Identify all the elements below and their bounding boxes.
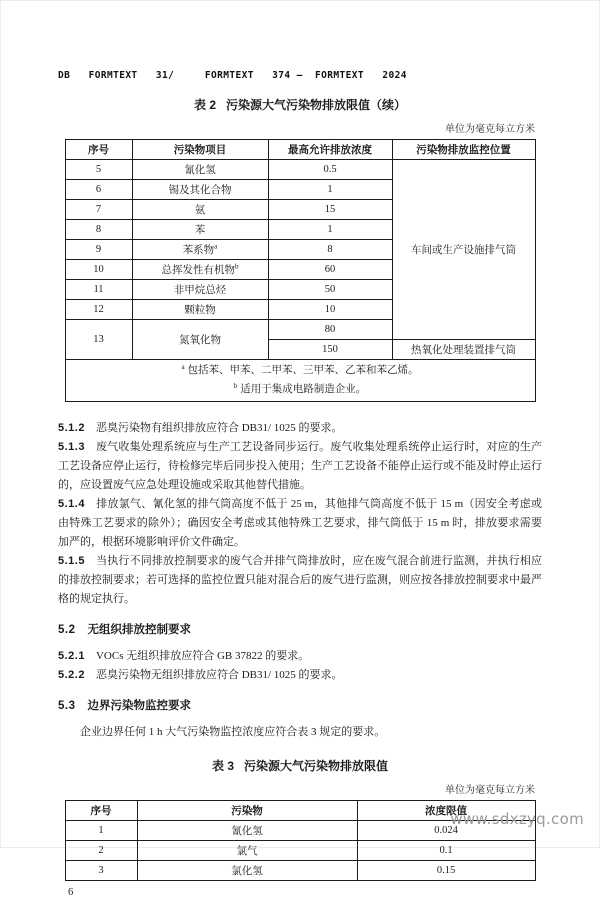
table3-caption <box>58 757 542 774</box>
table2-emission-limits <box>65 139 536 402</box>
cell-monitor-position-thermal: 热氧化处理装置排气筒 <box>392 340 535 360</box>
cell-limit: 8 <box>268 240 392 260</box>
cell-limit: 80 <box>268 320 392 340</box>
cell-pollutant: 氯化氢 <box>137 860 357 880</box>
cell-limit: 60 <box>268 260 392 280</box>
clause-number: 5.1.5 <box>58 554 85 567</box>
cell-no: 8 <box>65 220 132 240</box>
cell-limit: 50 <box>268 280 392 300</box>
header-cell-no: 序号 <box>65 800 137 820</box>
heading-number: 5.3 <box>58 699 76 712</box>
cell-limit: 0.15 <box>357 860 535 880</box>
table3-unit-note: 单位为毫克每立方米 <box>445 784 535 796</box>
cell-limit: 150 <box>268 340 392 360</box>
table2-unit-note: 单位为毫克每立方米 <box>445 124 535 135</box>
clause-number: 5.2.2 <box>58 668 85 681</box>
cell-pollutant: 氰化氢 <box>132 160 268 180</box>
cell-no: 1 <box>65 820 137 840</box>
heading-title: 边界污染物监控要求 <box>87 699 191 712</box>
cell-pollutant: 氯气 <box>137 840 357 860</box>
standard-number-header: DB FORMTEXT 31/ FORMTEXT 374 — FORMTEXT 2024 <box>58 70 407 81</box>
header-cell-limit: 浓度限值 <box>357 800 535 820</box>
page-number: 6 <box>68 886 74 898</box>
paragraph-5-3: 企业边界任何 1 h 大气污染物监控浓度应符合表 3 规定的要求。 <box>80 725 386 738</box>
footnote-ref: a <box>214 242 218 251</box>
cell-pollutant: 苯系物$^a$ <box>132 240 268 260</box>
clause-number: 5.1.3 <box>58 440 85 453</box>
cell-no: 7 <box>65 200 132 220</box>
header-cell-monitor-position: 污染物排放监控位置 <box>392 140 535 160</box>
clause-text: VOCs 无组织排放应符合 GB 37822 的要求。 <box>95 649 310 662</box>
clause-text: 排放氯气、氰化氢的排气筒高度不低于 25 m，其他排气筒高度不低于 15 m（因安全考虑或由特殊工艺要求的除外）；确因安全考虑或其他特殊工艺要求，排气筒低于 15 m 时，排放要求需要加严的，根据环境影响评价文件确定。 <box>58 497 542 548</box>
cell-limit: 0.024 <box>357 820 535 840</box>
table2-caption-title: 污染源大气污染物排放限值（续） <box>226 98 407 112</box>
clause-5-1-2 <box>58 419 542 438</box>
heading-title: 无组织排放控制要求 <box>87 623 191 636</box>
cell-pollutant: 氨 <box>132 200 268 220</box>
table3-caption-title: 污染源大气污染物排放限值 <box>244 758 389 773</box>
clause-text: 废气收集处理系统应与生产工艺设备同步运行。废气收集处理系统停止运行时，对应的生产工艺设备应停止运行，待检修完毕后同步投入使用；生产工艺设备不能停止运行或不能及时停止运行的，应设置废气应急处理设施或采取其他替代措施。 <box>58 440 542 491</box>
clause-number: 5.2.1 <box>58 649 85 662</box>
table2-caption <box>58 96 542 113</box>
table2-header-row <box>65 140 535 160</box>
header-cell-pollutant: 污染物项目 <box>132 140 268 160</box>
cell-pollutant: 总挥发性有机物$^b$ <box>132 260 268 280</box>
heading-5-2 <box>58 621 542 637</box>
cell-no: 9 <box>65 240 132 260</box>
footnote-marker: a <box>181 362 185 371</box>
table-row <box>65 840 535 860</box>
table2-footnote-row <box>65 360 535 402</box>
cell-no: 13 <box>65 320 132 360</box>
table2-footnotes <box>65 360 535 402</box>
table3-caption-label: 表 3 <box>211 758 234 773</box>
cell-pollutant: 颗粒物 <box>132 300 268 320</box>
footnote-a: $^a$ 包括苯、甲苯、二甲苯、三甲苯、乙苯和苯乙烯。 <box>181 362 419 376</box>
cell-limit: 0.1 <box>357 840 535 860</box>
cell-pollutant: 苯 <box>132 220 268 240</box>
table2-caption-label: 表 2 <box>193 98 216 112</box>
heading-5-3 <box>58 697 542 713</box>
footnote-ref: b <box>235 262 239 271</box>
cell-monitor-position-main: 车间或生产设施排气筒 <box>392 160 535 340</box>
header-cell-pollutant: 污染物 <box>137 800 357 820</box>
footnote-marker: b <box>233 381 238 390</box>
cell-limit: 15 <box>268 200 392 220</box>
cell-limit: 1 <box>268 220 392 240</box>
cell-limit: 0.5 <box>268 160 392 180</box>
clause-text: 恶臭污染物有组织排放应符合 DB31/ 1025 的要求。 <box>95 421 343 434</box>
clause-5-1-3 <box>58 438 542 495</box>
cell-no: 3 <box>65 860 137 880</box>
cell-pollutant: 氮氧化物 <box>132 320 268 360</box>
cell-no: 12 <box>65 300 132 320</box>
cell-pollutant: 锡及其化合物 <box>132 180 268 200</box>
cell-limit: 10 <box>268 300 392 320</box>
clause-number: 5.1.2 <box>58 421 85 434</box>
cell-no: 10 <box>65 260 132 280</box>
cell-no: 5 <box>65 160 132 180</box>
cell-pollutant: 非甲烷总烃 <box>132 280 268 300</box>
cell-no: 11 <box>65 280 132 300</box>
clause-5-1-4 <box>58 495 542 552</box>
clause-5-2-1 <box>58 647 542 666</box>
table-row <box>65 860 535 880</box>
clauses-section <box>58 419 542 742</box>
footnote-b: $^b$ 适用于集成电路制造企业。 <box>233 381 367 396</box>
clause-text: 恶臭污染物无组织排放应符合 DB31/ 1025 的要求。 <box>95 668 343 681</box>
clause-5-2-2 <box>58 666 542 685</box>
header-cell-no: 序号 <box>65 140 132 160</box>
clause-text: 当执行不同排放控制要求的废气合并排气筒排放时，应在废气混合前进行监测，并执行相应的排放控制要求；若可选择的监控位置只能对混合后的废气进行监测，则应按各排放控制要求中最严格的规定执行。 <box>58 554 542 605</box>
clause-5-1-5 <box>58 552 542 609</box>
header-cell-max-concentration: 最高允许排放浓度 <box>268 140 392 160</box>
cell-no: 6 <box>65 180 132 200</box>
cell-no: 2 <box>65 840 137 860</box>
heading-number: 5.2 <box>58 623 76 636</box>
clause-number: 5.1.4 <box>58 497 85 510</box>
cell-pollutant: 氰化氢 <box>137 820 357 840</box>
table-row <box>65 160 535 180</box>
watermark: www.sdxzyq.com <box>450 810 584 828</box>
cell-limit: 1 <box>268 180 392 200</box>
